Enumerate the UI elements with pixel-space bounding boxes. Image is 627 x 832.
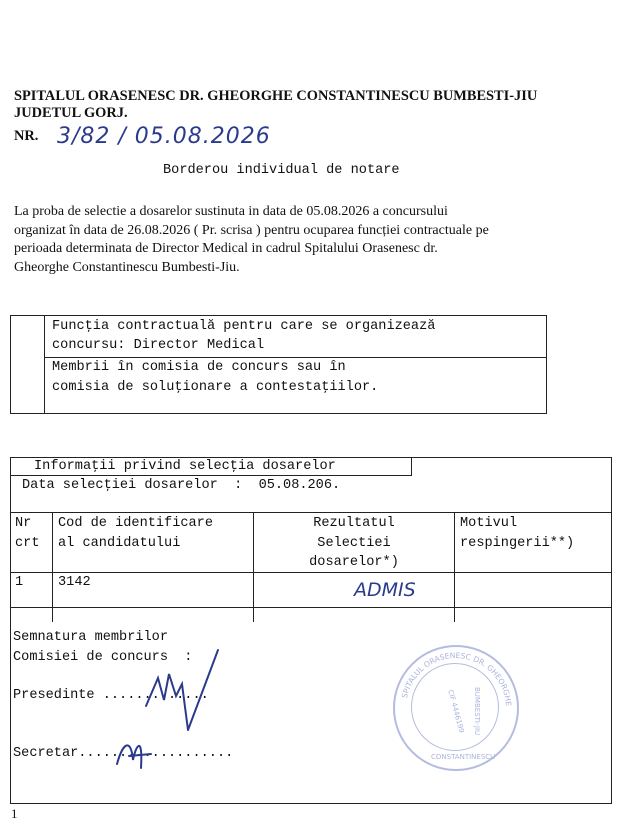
- intro-line-1: La proba de selectie a dosarelor sustinuta in data de 05.08.2026 a concursului: [14, 204, 448, 219]
- selection-heading: Informaţii privind selecţia dosarelor: [34, 459, 336, 474]
- column-header-result: Rezultatul Selectiei dosarelor*): [309, 516, 399, 570]
- heading-divider-vertical: [411, 458, 412, 476]
- institution-header: [14, 88, 537, 122]
- official-stamp: [393, 645, 519, 771]
- signature-label-2: Comisiei de concurs :: [13, 650, 193, 665]
- intro-line-4: Gheorghe Constantinescu Bumbesti-Jiu.: [14, 259, 240, 275]
- col-divider-1: [52, 512, 53, 622]
- col-divider-3: [454, 512, 455, 622]
- secretary-line: Secretar...................: [13, 746, 234, 761]
- column-header-reason: Motivul respingerii**): [460, 516, 575, 551]
- registration-number-handwritten: 3/82 / 05.08.2026: [57, 124, 271, 149]
- column-header-code: Cod de identificare al candidatului: [58, 516, 213, 551]
- header-top-line: [11, 512, 611, 513]
- stamp-cif-text: CIF 4446199: [446, 688, 466, 734]
- row-nr: 1: [15, 575, 24, 590]
- column-header-nr: Nr crt: [15, 516, 40, 551]
- row-code: 3142: [58, 575, 91, 590]
- row-bottom-line: [11, 607, 611, 608]
- selection-date: Data selecţiei dosarelor : 05.08.206.: [22, 478, 341, 493]
- members-line-1: Membrii în comisia de concurs sau în: [52, 360, 346, 375]
- intro-line-3: perioada determinata de Director Medical in cadrul Spitalului Orasenesc dr.: [14, 241, 438, 256]
- page-number: 1: [11, 806, 18, 821]
- stamp-side-text: BUMBESTI-JIU: [473, 687, 481, 736]
- intro-paragraph: [14, 203, 627, 277]
- county-name: JUDETUL GORJ.: [14, 105, 128, 121]
- function-box-column: [44, 316, 547, 413]
- members-line-2: comisia de soluţionare a contestaţiilor.: [52, 380, 379, 395]
- row-divider: [11, 572, 611, 573]
- intro-line-2: organizat în data de 26.08.2026 ( Pr. scrisa ) pentru ocuparea funcției contractuale pe: [14, 222, 489, 238]
- function-row: [45, 316, 547, 358]
- stamp-top-text: SPITALUL ORASENESC DR. GHEORGHE: [400, 650, 514, 707]
- stamp-bottom-text: CONSTANTINESCU: [431, 753, 496, 761]
- president-signature: [136, 644, 226, 734]
- row-result-handwritten: ADMIS: [354, 579, 416, 601]
- document-title: Borderou individual de notare: [163, 163, 400, 178]
- function-line-1: Funcţia contractuală pentru care se organizează: [52, 319, 436, 334]
- president-line: Presedinte .............: [13, 688, 209, 703]
- function-box: [10, 315, 547, 414]
- selection-table: [10, 457, 612, 804]
- nr-label: NR.: [14, 128, 39, 144]
- institution-name: SPITALUL ORASENESC DR. GHEORGHE CONSTANTINESCU BUMBESTI-JIU: [14, 88, 538, 104]
- function-line-2: concursu: Director Medical: [52, 338, 265, 353]
- stamp-text-svg: [395, 647, 517, 769]
- signature-label-1: Semnatura membrilor: [13, 630, 168, 645]
- secretary-signature: [111, 728, 171, 772]
